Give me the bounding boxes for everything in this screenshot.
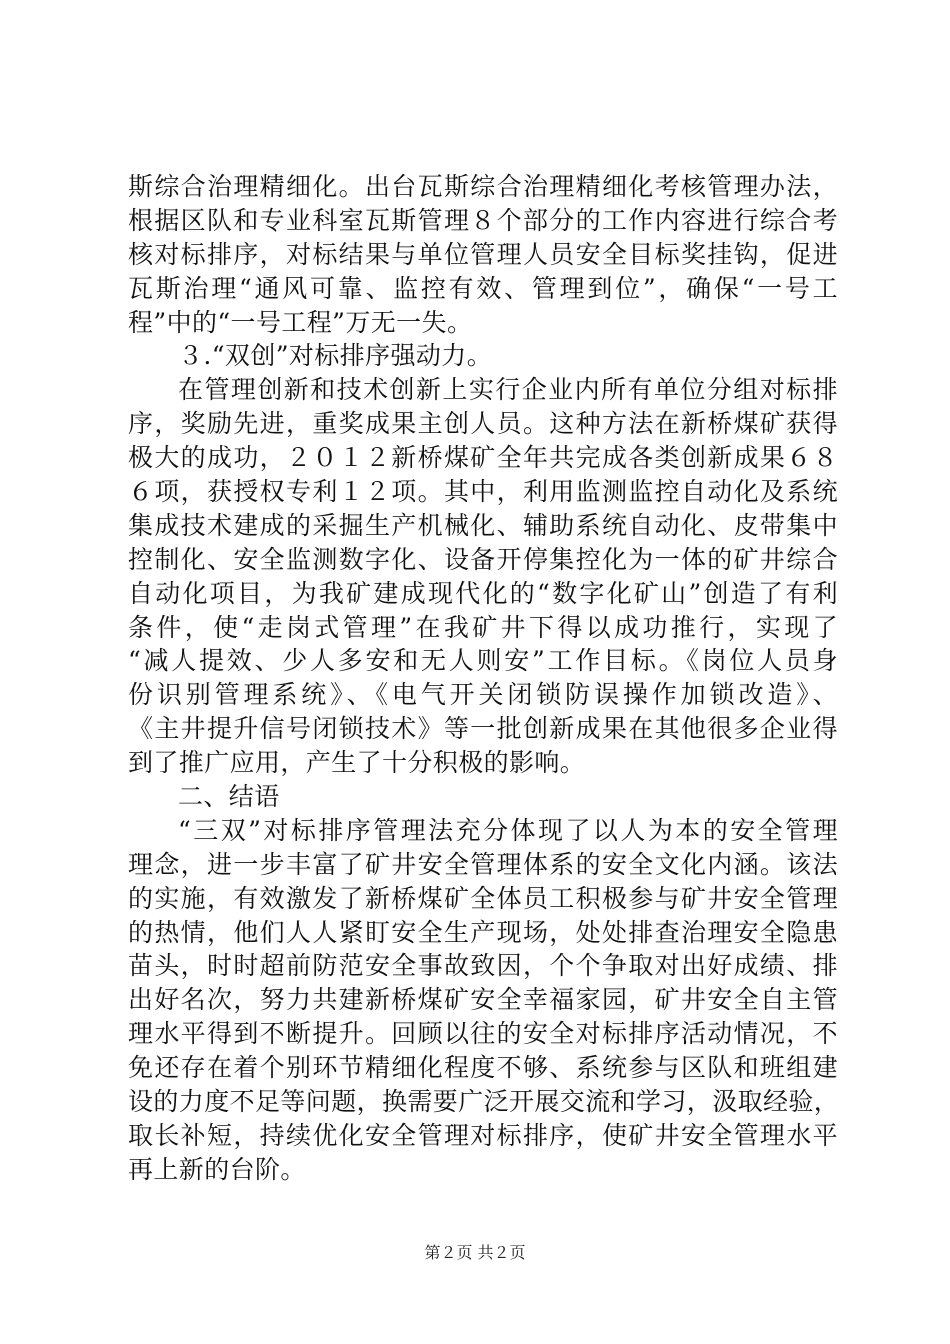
text-line: 极大的成功，２０１２新桥煤矿全年共完成各类创新成果６８ bbox=[128, 443, 838, 473]
text-line: ３.“双创”对标排序强动力。 bbox=[178, 341, 493, 371]
text-line: 到了推广应用，产生了十分积极的影响。 bbox=[128, 748, 586, 778]
text-line: 根据区队和专业科室瓦斯管理８个部分的工作内容进行综合考 bbox=[128, 205, 838, 235]
body-text bbox=[128, 170, 838, 1187]
text-line: 理水平得到不断提升。回顾以往的安全对标排序活动情况，不 bbox=[128, 1019, 838, 1049]
text-line: 免还存在着个别环节精细化程度不够、系统参与区队和班组建 bbox=[128, 1053, 838, 1083]
text-line: 再上新的台阶。 bbox=[128, 1154, 306, 1184]
text-line: 理念，进一步丰富了矿井安全管理体系的安全文化内涵。该法 bbox=[128, 849, 838, 879]
text-line: 设的力度不足等问题，换需要广泛开展交流和学习，汲取经验， bbox=[128, 1087, 840, 1117]
text-line: “三双”对标排序管理法充分体现了以人为本的安全管理 bbox=[178, 815, 838, 845]
text-line: 序，奖励先进，重奖成果主创人员。这种方法在新桥煤矿获得 bbox=[128, 409, 838, 439]
text-line: 瓦斯治理“通风可靠、监控有效、管理到位”，确保“一号工 bbox=[128, 273, 838, 303]
text-line: “减人提效、少人多安和无人则安”工作目标。《岗位人员身 bbox=[128, 646, 838, 676]
text-line: 程”中的“一号工程”万无一失。 bbox=[128, 307, 473, 337]
text-line: 自动化项目，为我矿建成现代化的“数字化矿山”创造了有利 bbox=[128, 578, 838, 608]
text-line: 核对标排序，对标结果与单位管理人员安全目标奖挂钩，促进 bbox=[128, 239, 838, 269]
text-line: 在管理创新和技术创新上实行企业内所有单位分组对标排 bbox=[178, 375, 838, 405]
text-line: 二、结语 bbox=[178, 782, 280, 812]
page-footer: 第２页 共２页 bbox=[424, 1243, 526, 1262]
text-line: 苗头，时时超前防范安全事故致因，个个争取对出好成绩、排 bbox=[128, 951, 838, 981]
text-line: ６项，获授权专利１２项。其中，利用监测监控自动化及系统 bbox=[128, 477, 838, 507]
text-line: 《主井提升信号闭锁技术》等一批创新成果在其他很多企业得 bbox=[128, 714, 838, 744]
text-line: 控制化、安全监测数字化、设备开停集控化为一体的矿井综合 bbox=[128, 544, 838, 574]
text-line: 份识别管理系统》、《电气开关闭锁防误操作加锁改造》、 bbox=[128, 680, 838, 710]
text-line: 取长补短，持续优化安全管理对标排序，使矿井安全管理水平 bbox=[128, 1120, 838, 1150]
text-line: 集成技术建成的采掘生产机械化、辅助系统自动化、皮带集中 bbox=[128, 510, 838, 540]
text-line: 的热情，他们人人紧盯安全生产现场，处处排查治理安全隐患 bbox=[128, 917, 838, 947]
text-line: 斯综合治理精细化。出台瓦斯综合治理精细化考核管理办法， bbox=[128, 172, 838, 201]
text-line: 的实施，有效激发了新桥煤矿全体员工积极参与矿井安全管理 bbox=[128, 883, 838, 913]
text-line: 条件，使“走岗式管理”在我矿井下得以成功推行，实现了 bbox=[128, 612, 838, 642]
text-line: 出好名次，努力共建新桥煤矿安全幸福家园，矿井安全自主管 bbox=[128, 985, 838, 1015]
